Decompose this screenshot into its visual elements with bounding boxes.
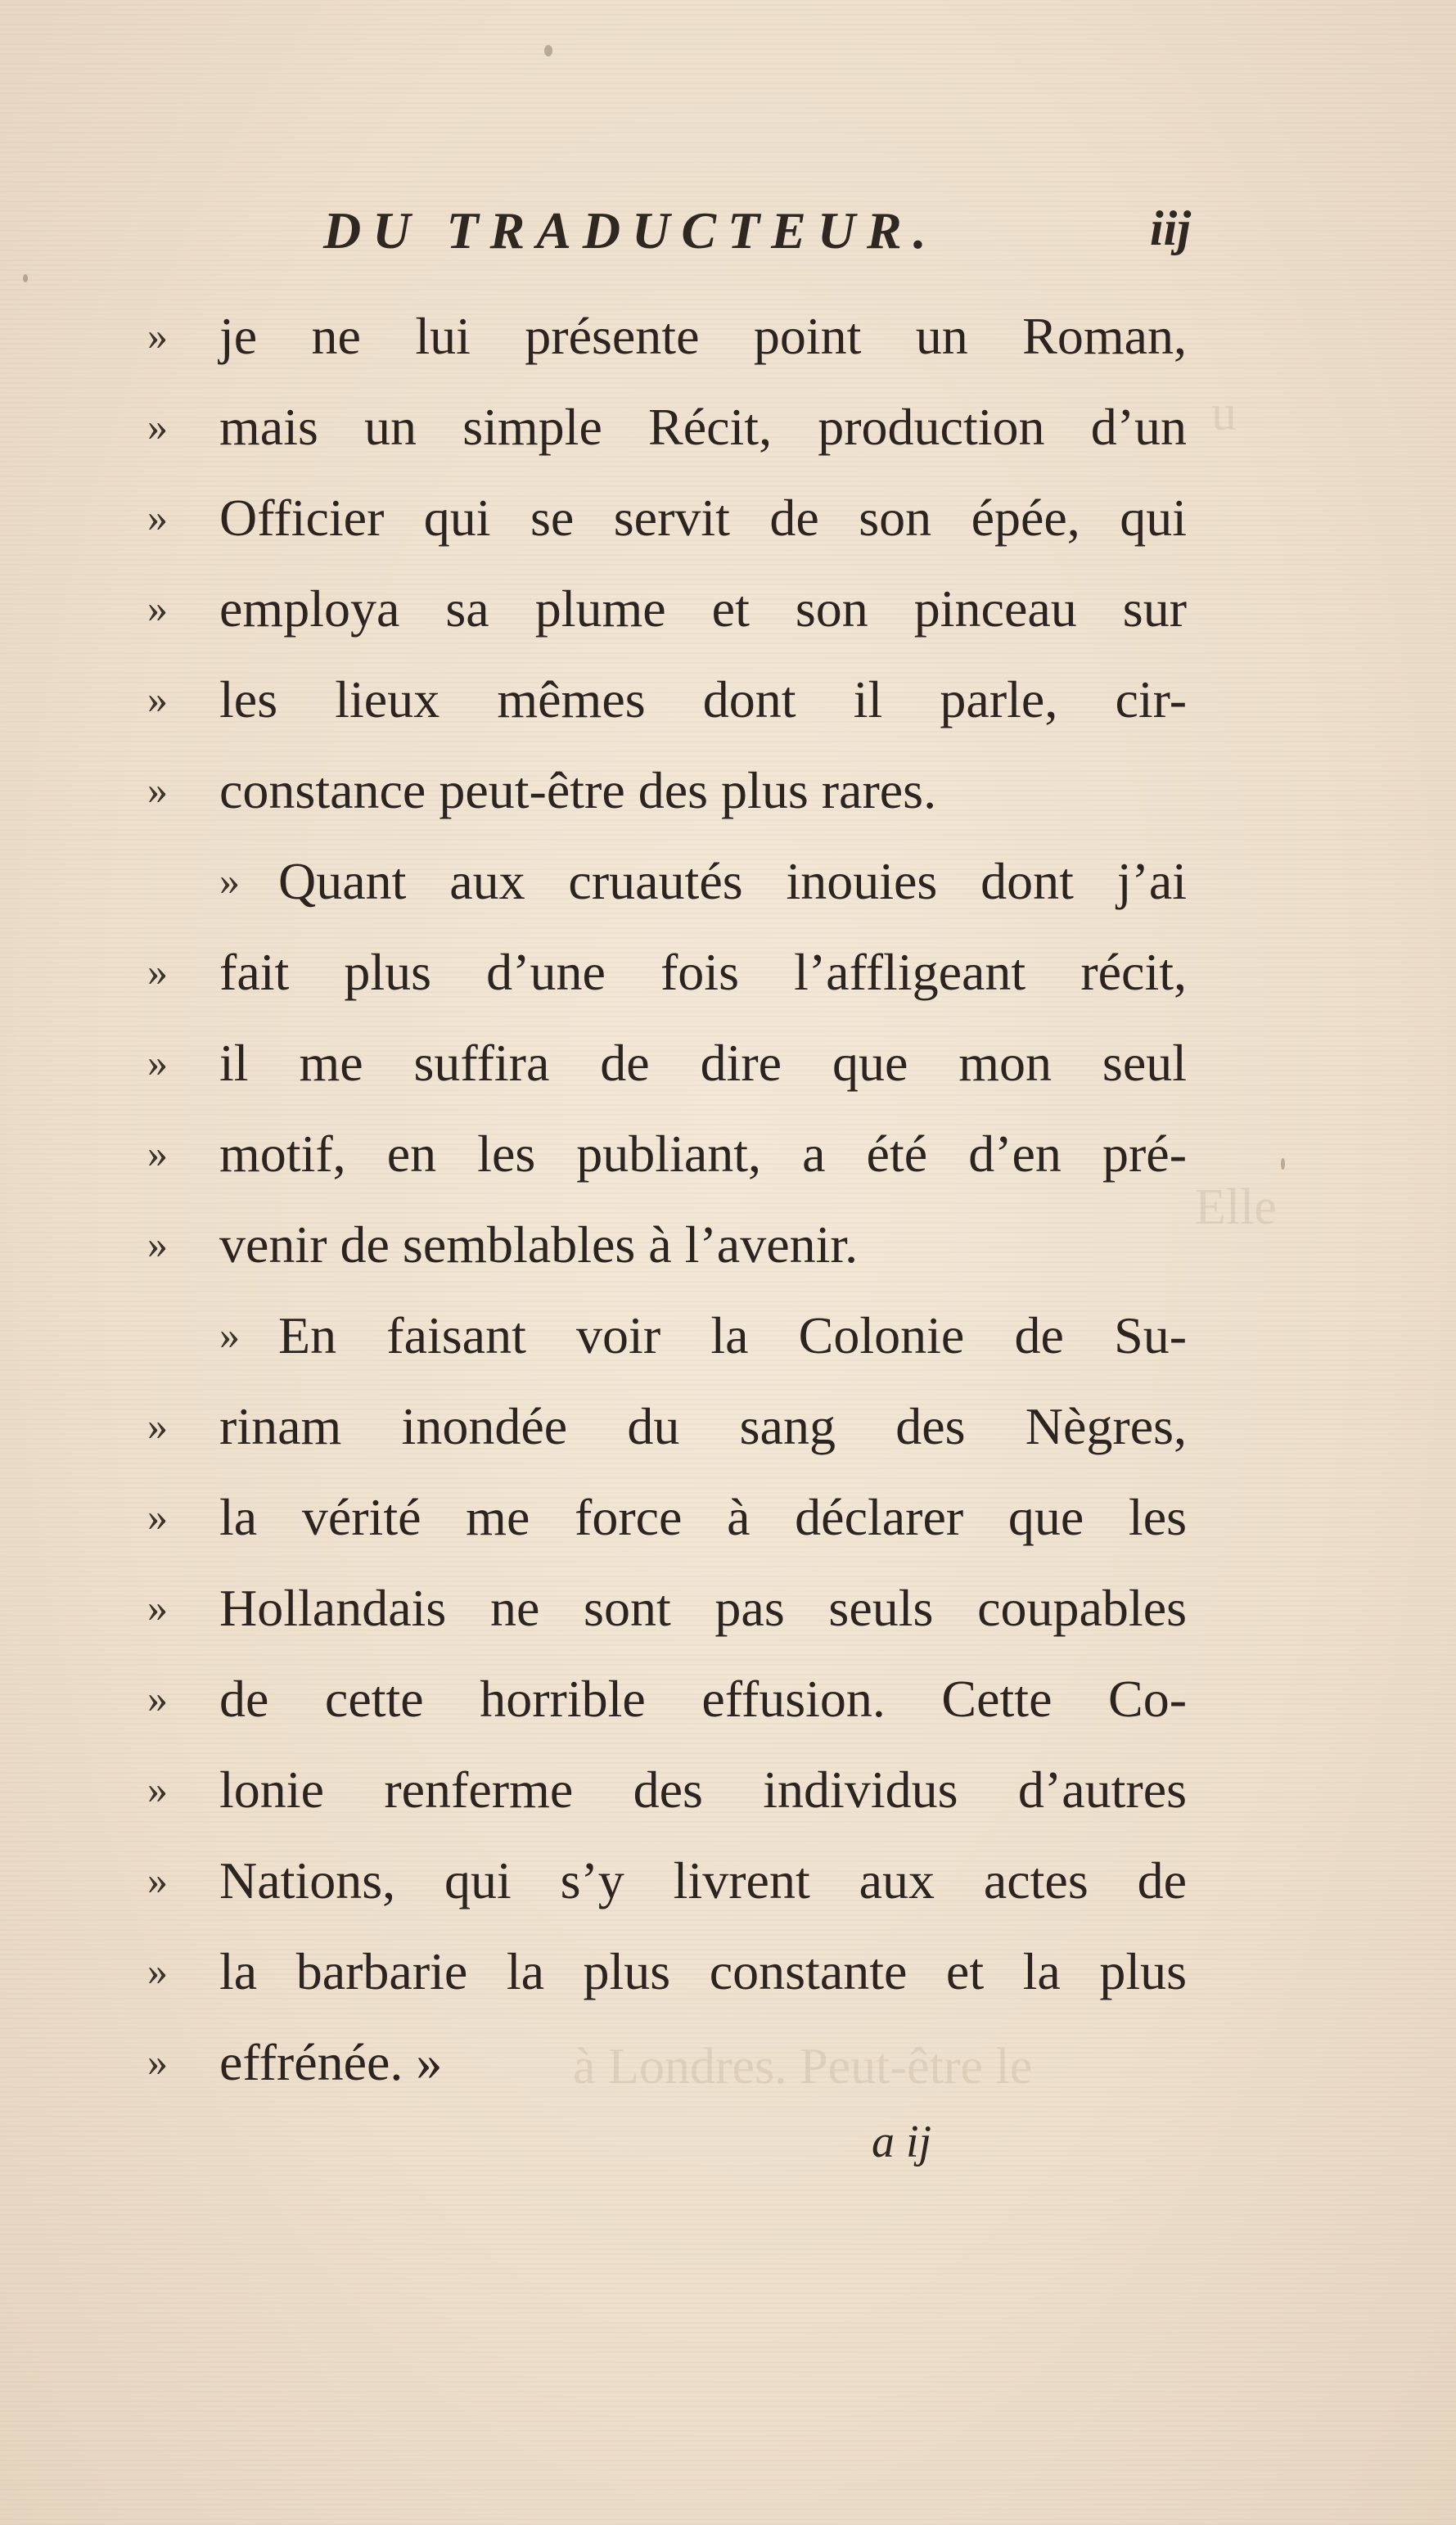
line-text: motif, en les publiant, a été d’en pré- xyxy=(219,1125,1187,1183)
text-line xyxy=(147,2017,1211,2108)
line-text: En faisant voir la Colonie de Su- xyxy=(278,1306,1187,1364)
quote-mark: » xyxy=(147,1039,168,1085)
text-line xyxy=(147,1472,1211,1562)
show-through-text: u xyxy=(1211,386,1237,441)
show-through-text: à Londres. Peut-être le xyxy=(573,2039,1033,2094)
header-title: DU TRADUCTEUR. xyxy=(323,201,938,259)
quote-mark: » xyxy=(219,1312,240,1358)
quote-mark: » xyxy=(147,1403,168,1449)
text-line xyxy=(147,1199,1211,1290)
quote-mark: » xyxy=(219,858,240,904)
line-text: rinam inondée du sang des Nègres, xyxy=(219,1397,1187,1455)
ink-speck xyxy=(23,274,28,282)
line-text: venir de semblables à l’avenir. xyxy=(219,1215,859,1274)
line-text: je ne lui présente point un Roman, xyxy=(219,307,1187,365)
line-text: les lieux mêmes dont il parle, cir- xyxy=(219,670,1187,728)
quote-mark: » xyxy=(147,1766,168,1812)
show-through-text: Elle xyxy=(1195,1179,1277,1235)
quote-mark: » xyxy=(147,313,168,358)
quote-mark: » xyxy=(147,1130,168,1176)
text-line xyxy=(147,291,1211,381)
quote-mark: » xyxy=(147,2039,168,2085)
line-text: Officier qui se servit de son épée, qui xyxy=(219,489,1187,547)
line-text: effrénée. » xyxy=(219,2033,443,2091)
line-text: Hollandais ne sont pas seuls coupables xyxy=(219,1579,1187,1637)
page-number: iij xyxy=(1149,201,1191,255)
quote-mark: » xyxy=(147,404,168,449)
line-text: Nations, qui s’y livrent aux actes de xyxy=(219,1851,1187,1910)
ink-speck xyxy=(1281,1158,1285,1170)
text-line xyxy=(147,563,1211,654)
running-header xyxy=(323,201,1191,266)
line-text: de cette horrible effusion. Cette Co- xyxy=(219,1670,1187,1728)
text-line xyxy=(147,1108,1211,1199)
quote-mark: » xyxy=(147,949,168,994)
text-line xyxy=(147,1835,1211,1926)
text-line xyxy=(147,472,1211,563)
line-text: la vérité me force à déclarer que les xyxy=(219,1488,1187,1546)
quote-mark: » xyxy=(147,676,168,722)
quote-mark: » xyxy=(147,585,168,631)
text-line xyxy=(147,1017,1211,1108)
quote-mark: » xyxy=(147,1585,168,1630)
line-text: fait plus d’une fois l’affligeant récit, xyxy=(219,943,1187,1001)
quote-mark: » xyxy=(147,1948,168,1994)
quote-mark: » xyxy=(147,494,168,540)
line-text: mais un simple Récit, production d’un xyxy=(219,398,1187,456)
signature-mark: a ij xyxy=(872,2117,932,2167)
text-line xyxy=(147,1653,1211,1744)
line-text: la barbarie la plus constante et la plus xyxy=(219,1942,1187,2000)
line-text: lonie renferme des individus d’autres xyxy=(219,1761,1187,1819)
text-line xyxy=(147,745,1211,836)
line-text: employa sa plume et son pinceau sur xyxy=(219,579,1187,638)
quote-mark: » xyxy=(147,1857,168,1903)
ink-speck xyxy=(544,45,552,56)
text-line xyxy=(147,1562,1211,1653)
text-line xyxy=(147,836,1211,927)
text-line xyxy=(147,1926,1211,2017)
text-body xyxy=(147,291,1211,2108)
text-line xyxy=(147,1381,1211,1472)
line-text: il me suffira de dire que mon seul xyxy=(219,1034,1187,1092)
text-line xyxy=(147,927,1211,1017)
quote-mark: » xyxy=(147,767,168,813)
quote-mark: » xyxy=(147,1221,168,1267)
text-line xyxy=(147,1290,1211,1381)
quote-mark: » xyxy=(147,1494,168,1540)
line-text: constance peut-être des plus rares. xyxy=(219,761,937,819)
quote-mark: » xyxy=(147,1675,168,1721)
line-text: Quant aux cruautés inouies dont j’ai xyxy=(278,852,1187,910)
text-line xyxy=(147,654,1211,745)
text-line xyxy=(147,381,1211,472)
text-line xyxy=(147,1744,1211,1835)
